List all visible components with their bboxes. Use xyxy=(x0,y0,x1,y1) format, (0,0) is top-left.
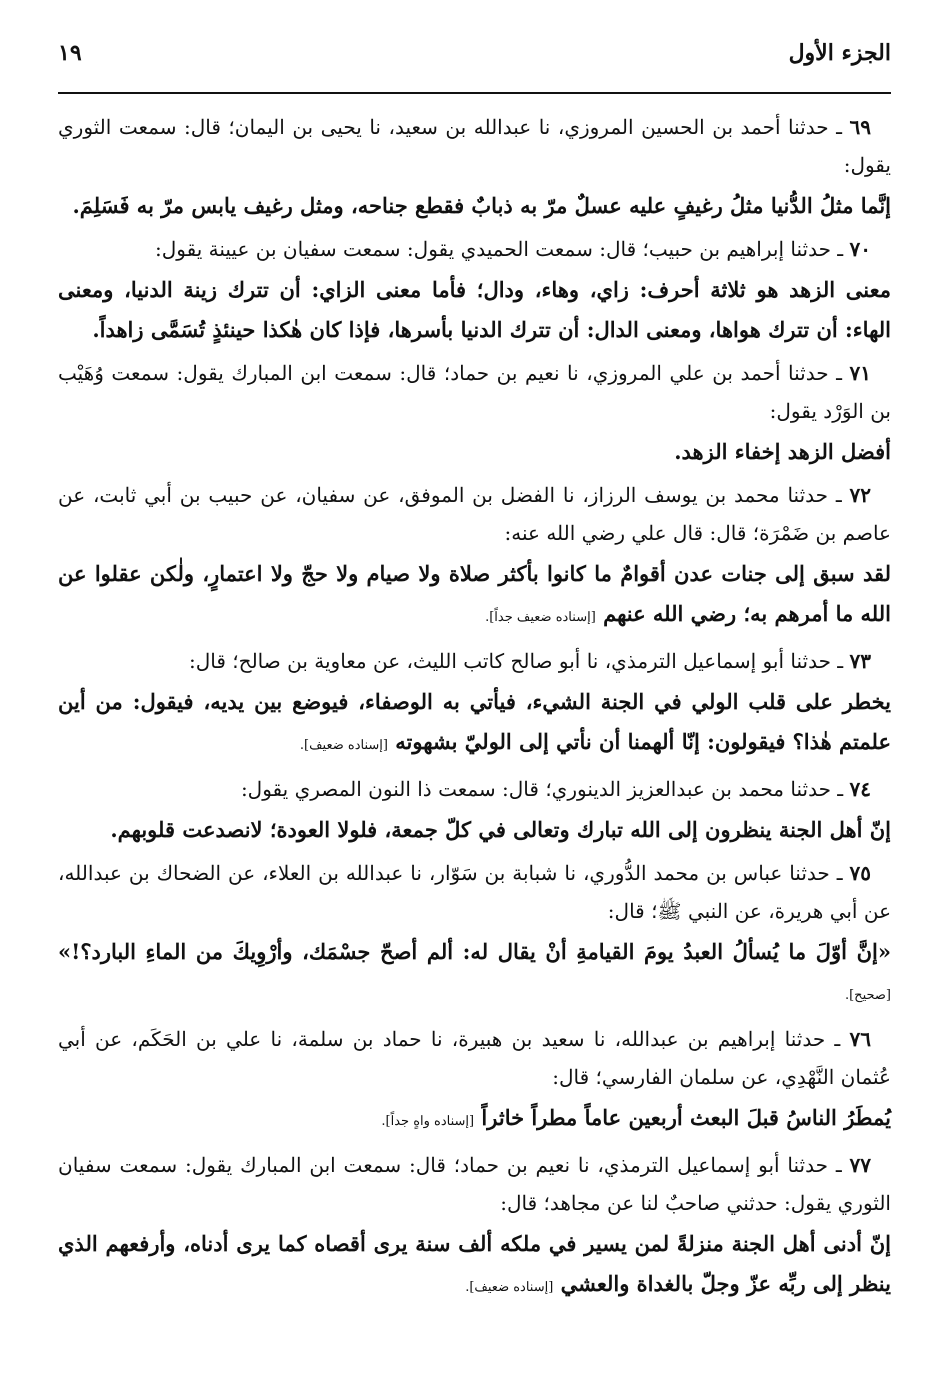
isnad-chain: حدثنا أحمد بن علي المروزي، نا نعيم بن حماد؛ قال: سمعت ابن المبارك يقول: سمعت وُهَيْب بن الوَرْد يقول: xyxy=(58,361,891,423)
matn-body: إنَّما مثلُ الدُّنيا مثلُ رغيفٍ عليه عسلٌ مرّ به ذبابٌ فقطع جناحه، ومثل رغيف يابس مرّ به فَسَلِمَ. xyxy=(72,193,891,218)
matn-text xyxy=(58,682,891,766)
matn-text xyxy=(58,1098,891,1142)
hadith-entry xyxy=(58,108,891,226)
page-header xyxy=(58,40,891,76)
number-dash: ـ xyxy=(830,237,850,261)
hadith-list xyxy=(58,108,891,1312)
hadith-entry xyxy=(58,354,891,472)
hadith-number: ٧٦ xyxy=(849,1027,872,1051)
isnad-chain: حدثنا أبو إسماعيل الترمذي، نا أبو صالح كاتب الليث، عن معاوية بن صالح؛ قال: xyxy=(189,649,831,673)
header-rule xyxy=(58,92,891,94)
isnad-chain: حدثنا محمد بن عبدالعزيز الدينوري؛ قال: سمعت ذا النون المصري يقول: xyxy=(240,777,831,801)
matn-body: إنّ أهل الجنة ينظرون إلى الله تبارك وتعالى في كلّ جمعة، فلولا العودة؛ لانصدعت قلوبهم. xyxy=(110,817,891,842)
matn-text xyxy=(58,432,891,472)
hadith-number: ٧٢ xyxy=(849,483,872,507)
matn-body: لقد سبق إلى جنات عدن أقوامٌ ما كانوا بأكثر صلاة ولا صيام ولا حجّ ولا اعتمارٍ، ولٰكن عقلوا عن الله ما أمرهم به؛ رضي الله عنهم xyxy=(58,561,891,626)
matn-body: يُمطَرُ الناسُ قبلَ البعث أربعين عاماً مطراً خاثراً xyxy=(481,1105,891,1130)
page-number: ١٩ xyxy=(58,40,82,66)
hadith-number: ٧١ xyxy=(849,361,871,385)
isnad-text xyxy=(58,1020,891,1096)
number-dash: ـ xyxy=(830,649,850,673)
matn-text xyxy=(58,186,891,226)
isnad-text xyxy=(58,642,891,680)
grading-note: [إسناده ضعيف جداً]. xyxy=(485,610,596,625)
matn-body: يخطر على قلب الولي في الجنة الشيء، فيأتي به الوصفاء، فيوضع بين يديه، فيقول: من أين علمتم هٰذا؟ فيقولون: إنّا ألهمنا أن نأتي إلى الوليّ بشهوته xyxy=(58,689,891,754)
hadith-number: ٧٠ xyxy=(849,237,871,261)
number-dash: ـ xyxy=(828,115,850,139)
matn-body: معنى الزهد هو ثلاثة أحرف: زاي، وهاء، ودال؛ فأما معنى الزاي: أن تترك زينة الدنيا، ومعنى الهاء: أن تترك هواها، ومعنى الدال: أن تترك الدنيا بأسرها، فإذا كان هٰكذا حينئذٍ تُسَمَّى زاهداً. xyxy=(58,277,891,342)
hadith-entry xyxy=(58,854,891,1016)
matn-body: إنّ أدنى أهل الجنة منزلةً لمن يسير في ملكه ألف سنة يرى أقصاه كما يرى أدناه، وأرفعهم الذي ينظر إلى ربِّه عزّ وجلّ بالغداة والعشي xyxy=(58,1231,891,1296)
running-title: الجزء الأول xyxy=(788,40,891,66)
grading-note: [صحيح]. xyxy=(844,988,891,1003)
matn-body: «إنَّ أوّلَ ما يُسألُ العبدُ يومَ القيامةِ أنْ يقال له: ألم أصحّ جسْمَك، وأرْوِيكَ من الماءِ البارد؟!» xyxy=(58,939,891,964)
isnad-chain: حدثنا إبراهيم بن حبيب؛ قال: سمعت الحميدي يقول: سمعت سفيان بن عيينة يقول: xyxy=(155,237,831,261)
number-dash: ـ xyxy=(829,861,850,885)
matn-text xyxy=(58,810,891,850)
hadith-number: ٦٩ xyxy=(849,115,872,139)
number-dash: ـ xyxy=(825,1027,850,1051)
grading-note: [إسناده ضعيف]. xyxy=(465,1280,554,1295)
isnad-text xyxy=(58,770,891,808)
grading-note: [إسناده ضعيف]. xyxy=(299,738,388,753)
isnad-text xyxy=(58,476,891,552)
hadith-entry xyxy=(58,1020,891,1142)
matn-text xyxy=(58,554,891,638)
isnad-text xyxy=(58,354,891,430)
hadith-number: ٧٤ xyxy=(849,777,871,801)
isnad-chain: حدثنا عباس بن محمد الدُّوري، نا شبابة بن سَوّار، نا عبدالله بن العلاء، عن الضحاك بن عبدالله، عن أبي هريرة، عن النبي ﷺ؛ قال: xyxy=(58,861,891,923)
matn-text xyxy=(58,270,891,350)
hadith-entry xyxy=(58,230,891,350)
hadith-number: ٧٥ xyxy=(849,861,871,885)
number-dash: ـ xyxy=(830,777,850,801)
matn-text xyxy=(58,1224,891,1308)
hadith-number: ٧٣ xyxy=(849,649,871,673)
grading-note: [إسناده واهٍ جداً]. xyxy=(381,1114,475,1129)
isnad-text xyxy=(58,854,891,930)
number-dash: ـ xyxy=(828,361,850,385)
matn-text xyxy=(58,932,891,1016)
isnad-chain: حدثنا أبو إسماعيل الترمذي، نا نعيم بن حماد؛ قال: سمعت ابن المبارك يقول: سمعت سفيان الثوري يقول: حدثني صاحبٌ لنا عن مجاهد؛ قال: xyxy=(58,1153,891,1215)
isnad-text xyxy=(58,1146,891,1222)
number-dash: ـ xyxy=(828,1153,850,1177)
hadith-entry xyxy=(58,642,891,766)
hadith-number: ٧٧ xyxy=(849,1153,872,1177)
isnad-chain: حدثنا إبراهيم بن عبدالله، نا سعيد بن هبيرة، نا حماد بن سلمة، نا علي بن الحَكَم، عن أبي عُثمان النَّهْدِي، عن سلمان الفارسي؛ قال: xyxy=(58,1027,891,1089)
isnad-chain: حدثنا محمد بن يوسف الرزاز، نا الفضل بن الموفق، عن سفيان، عن حبيب بن أبي ثابت، عن عاصم بن ضَمْرَة؛ قال: قال علي رضي الله عنه: xyxy=(58,483,891,545)
hadith-entry xyxy=(58,770,891,850)
isnad-text xyxy=(58,230,891,268)
number-dash: ـ xyxy=(828,483,850,507)
matn-body: أفضل الزهد إخفاء الزهد. xyxy=(674,439,891,464)
hadith-entry xyxy=(58,476,891,638)
isnad-chain: حدثنا أحمد بن الحسين المروزي، نا عبدالله بن سعيد، نا يحيى بن اليمان؛ قال: سمعت الثوري يقول: xyxy=(58,115,891,177)
isnad-text xyxy=(58,108,891,184)
hadith-entry xyxy=(58,1146,891,1308)
